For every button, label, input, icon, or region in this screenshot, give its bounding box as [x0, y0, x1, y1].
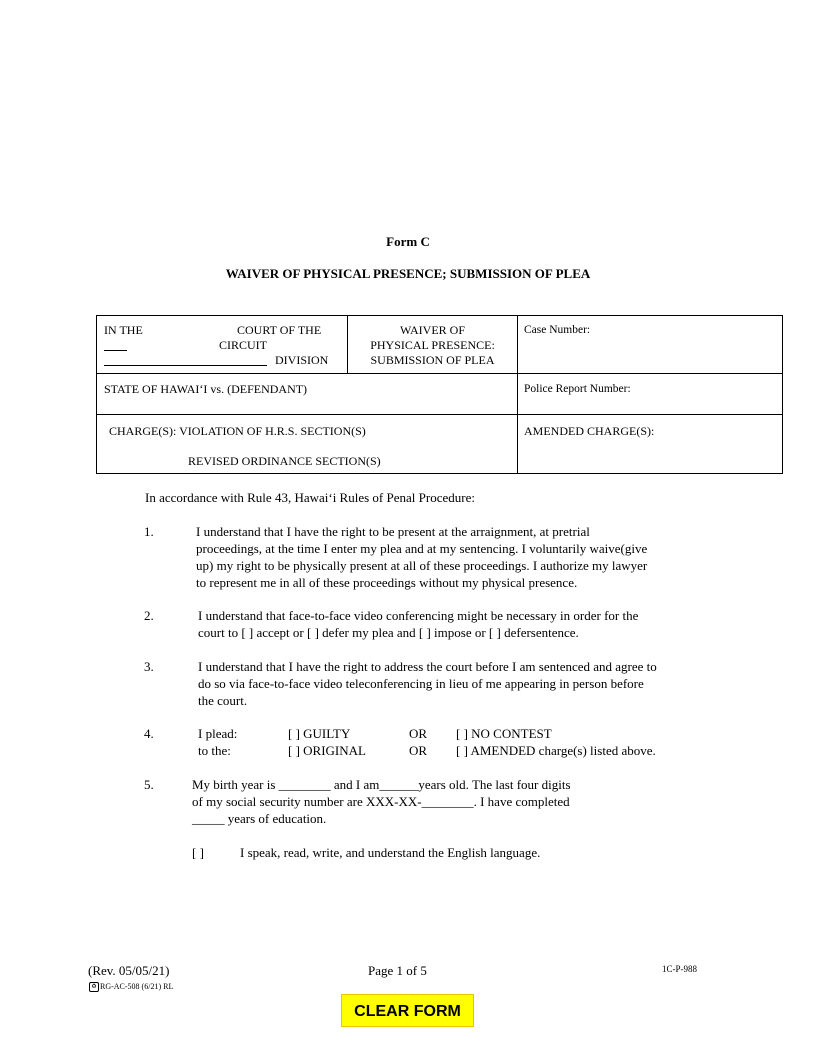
plead-label: I plead:: [198, 726, 238, 741]
item-3-line-1: I understand that I have the right to address the court before I am sentenced and agree to: [198, 659, 657, 674]
court-field[interactable]: [157, 323, 239, 338]
in-the-label: IN THE: [104, 323, 143, 337]
doc-title-line-1: WAIVER OF: [400, 323, 465, 337]
item-3-number: 3.: [144, 659, 154, 674]
rg-code-row: [89, 982, 173, 992]
ordinance-label: REVISED ORDINANCE SECTION(S): [188, 454, 381, 468]
amended-charges-field[interactable]: [524, 440, 774, 468]
guilty-checkbox[interactable]: [ ] GUILTY: [288, 726, 351, 741]
court-of-the-label: COURT OF THE: [237, 323, 322, 337]
item-1-number: 1.: [144, 524, 154, 539]
item-2-number: 2.: [144, 608, 154, 623]
item-2-line-2: court to [ ] accept or [ ] defer my plea and [ ] impose or [ ] defersentence.: [198, 625, 579, 640]
form-label: Form C: [386, 234, 430, 249]
rg-code: RG-AC-508 (6/21) RL: [100, 982, 174, 991]
item-1-line-2: proceedings, at the time I enter my plea and at my sentencing. I voluntarily waive(give: [196, 541, 648, 556]
item-1-line-3: up) my right to be physically present at all of these proceedings. I authorize my lawyer: [196, 558, 648, 573]
state-vs-defendant-label: STATE OF HAWAI‘I vs. (DEFENDANT): [104, 382, 308, 396]
item-1-line-1: I understand that I have the right to be present at the arraignment, at pretrial: [196, 524, 590, 539]
item-5-line-2: of my social security number are XXX-XX-________. I have completed: [192, 794, 570, 809]
revision-date: (Rev. 05/05/21): [88, 963, 170, 978]
recycle-icon: ♻: [89, 982, 99, 992]
defendant-field[interactable]: [104, 398, 509, 412]
page-number: Page 1 of 5: [368, 963, 427, 978]
item-3-line-3: the court.: [198, 693, 248, 708]
charges-label: CHARGE(S): VIOLATION OF H.R.S. SECTION(S): [109, 424, 366, 438]
police-report-label: Police Report Number:: [524, 383, 631, 395]
case-caption-table: [96, 315, 783, 474]
english-statement: I speak, read, write, and understand the English language.: [240, 845, 541, 860]
charges-field[interactable]: [109, 439, 509, 453]
item-2-line-1: I understand that face-to-face video conferencing might be necessary in order for the: [198, 608, 639, 623]
item-1-line-4: to represent me in all of these proceedings without my physical presence.: [196, 575, 578, 590]
original-checkbox[interactable]: [ ] ORIGINAL: [288, 743, 366, 758]
case-number-label: Case Number:: [524, 324, 591, 336]
clear-form-button[interactable]: CLEAR FORM: [341, 994, 474, 1027]
circuit-label: CIRCUIT: [219, 338, 267, 352]
form-code: 1C-P-988: [662, 964, 698, 974]
no-contest-checkbox[interactable]: [ ] NO CONTEST: [456, 726, 552, 741]
circuit-blank-line: [104, 350, 127, 351]
form-title: WAIVER OF PHYSICAL PRESENCE; SUBMISSION OF PLEA: [225, 266, 591, 281]
item-5-line-1: My birth year is ________ and I am______years old. The last four digits: [192, 777, 571, 792]
item-4-number: 4.: [144, 726, 154, 741]
case-number-field[interactable]: [518, 340, 781, 372]
amended-charges-label: AMENDED CHARGE(S):: [524, 424, 655, 438]
intro-text: In accordance with Rule 43, Hawai‘i Rules of Penal Procedure:: [145, 490, 475, 505]
or-label-2: OR: [409, 743, 428, 758]
item-3-line-2: do so via face-to-face video teleconferencing in lieu of me appearing in person before: [198, 676, 644, 691]
amended-checkbox[interactable]: [ ] AMENDED charge(s) listed above.: [456, 743, 656, 758]
to-the-label: to the:: [198, 743, 231, 758]
item-5-number: 5.: [144, 777, 154, 792]
doc-title-line-3: SUBMISSION OF PLEA: [370, 353, 495, 367]
doc-title-line-2: PHYSICAL PRESENCE:: [370, 338, 495, 352]
item-5-line-3: _____ years of education.: [192, 811, 327, 826]
english-checkbox[interactable]: [ ]: [192, 845, 204, 860]
division-label: DIVISION: [275, 353, 329, 367]
circuit-field[interactable]: [132, 339, 216, 354]
division-field[interactable]: [104, 365, 267, 366]
or-label-1: OR: [409, 726, 428, 741]
